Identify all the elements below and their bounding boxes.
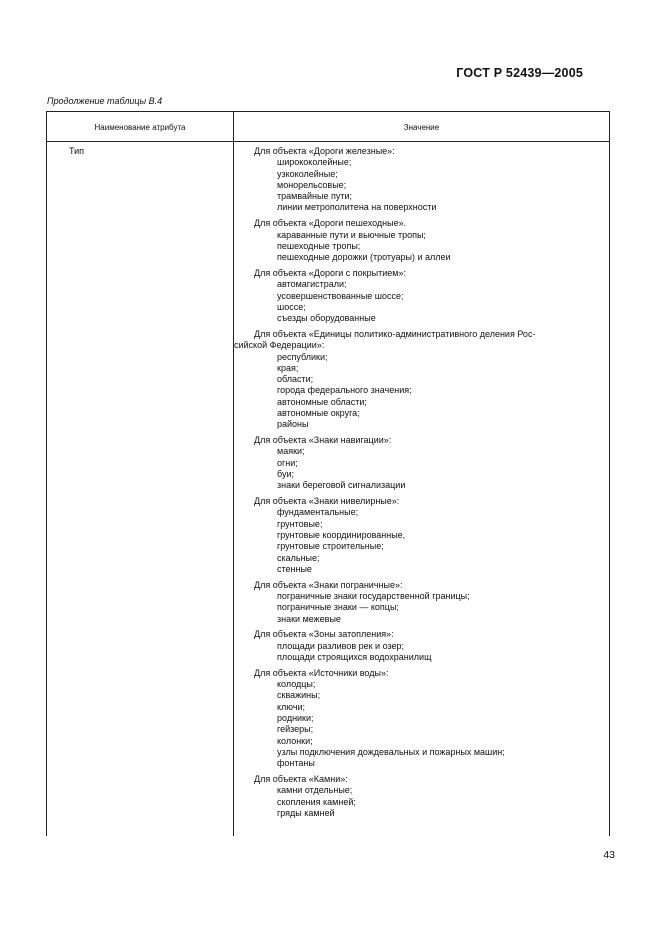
value-list-item: караванные пути и вьючные тропы; [277,229,426,240]
attribute-table [46,111,610,836]
value-list-item: гряды камней [277,807,335,818]
value-group [234,435,604,491]
value-list-item: грунтовые; [277,518,323,529]
value-group [234,268,604,324]
document-standard-id: ГОСТ Р 52439—2005 [456,66,583,80]
value-group-heading-continuation: сийской Федерации»: [234,340,325,351]
value-list-item: камни отдельные; [277,785,353,796]
value-group-heading [234,268,604,279]
value-group-heading [234,774,604,785]
value-group-heading [234,496,604,507]
page-number: 43 [603,849,615,861]
value-group [234,218,604,263]
value-list-item: гейзеры; [277,724,314,735]
value-list-item: стенные [277,563,312,574]
value-list-item: площади строящихся водохранилищ [277,651,432,662]
value-group-heading-text: Для объекта «Дороги железные»: [254,146,395,156]
value-list-item: знаки береговой сигнализации [277,480,406,491]
value-group-heading [234,146,604,157]
value-group [234,580,604,625]
column-header-value: Значение [403,123,440,132]
value-group-heading-text: Для объекта «Источники воды»: [254,667,389,678]
value-group-heading-text: Для объекта «Единицы политико-административного деления Рос- [254,328,536,339]
value-group-heading-text: Для объекта «Знаки навигации»: [254,435,392,446]
value-list-item: районы [277,419,309,430]
value-list-item: трамвайные пути; [277,191,353,202]
value-list-item: монорельсовые; [277,179,347,190]
value-list-item: колонки; [277,735,313,746]
value-group [234,629,604,663]
table-caption: Продолжение таблицы В.4 [47,96,163,106]
value-list-item: буи; [277,469,294,480]
value-list-item: маяки; [277,446,305,457]
value-group-heading [234,668,604,679]
value-group [234,496,604,575]
value-list-item: усовершенствованные шоссе; [277,290,404,301]
value-group-heading [234,329,604,352]
value-group-heading [234,580,604,591]
value-group [234,774,604,819]
value-list-item: фундаментальные; [277,507,359,518]
value-list-item: грунтовые строительные; [277,541,384,552]
value-list-item: скальные; [277,552,320,563]
value-list-item: шоссе; [277,301,306,312]
value-group-heading [234,629,604,640]
value-cell [234,146,604,824]
value-list-item: края; [277,362,299,373]
value-list-item: грунтовые координированные, [277,530,406,540]
value-list-item: съезды оборудованные [277,313,376,324]
value-list-item: колодцы; [277,679,316,690]
value-list-item: ключи; [277,701,306,712]
value-group-heading-text: Для объекта «Дороги с покрытием»: [254,267,406,278]
table-header-row [47,112,609,142]
value-group-heading-text: Для объекта «Знаки нивелирные»: [254,496,400,507]
value-group-heading-text: Для объекта «Камни»: [254,773,348,784]
value-list-item: линии метрополитена на поверхности [277,202,437,213]
value-list-item: автономные области; [277,396,367,407]
value-list-item: узкоколейные; [277,168,338,179]
value-group [234,146,604,214]
value-group-heading [234,435,604,446]
value-list-item: скопления камней; [277,796,356,807]
value-list-item: автомагистрали; [277,279,347,290]
value-list-item: огни; [277,457,298,468]
value-group-heading-text: Для объекта «Дороги пешеходные». [254,218,407,229]
value-list-item: пешеходные дорожки (тротуары) и аллеи [277,252,451,263]
value-list-item: площади разливов рек и озер; [277,640,405,651]
value-group [234,329,604,431]
column-header-attribute-name: Наименование атрибута [94,123,186,132]
value-group-heading [234,218,604,229]
value-group-heading-text: Для объекта «Знаки пограничные»: [254,579,403,590]
value-list-item: узлы подключения дождевальных и пожарных машин; [277,746,505,757]
value-list-item: пограничные знаки государственной границы; [277,590,470,601]
value-list-item: республики; [277,351,328,362]
value-list-item: города федерального значения; [277,385,412,396]
value-list-item: пешеходные тропы; [277,240,361,251]
value-list-item: пограничные знаки — копцы; [277,602,399,613]
value-list-item: родники; [277,712,314,723]
value-list-item: автономные округа; [277,408,360,419]
value-list-item: ширококолейные; [277,157,352,168]
value-list-item: области; [277,374,314,385]
value-list-item: знаки межевые [277,613,341,624]
value-group [234,668,604,770]
value-list-item: скважины; [277,690,321,701]
value-list-item: фонтаны [277,758,315,769]
value-group-heading-text: Для объекта «Зоны затопления»: [254,629,394,640]
attribute-name-cell: Тип [69,146,85,156]
